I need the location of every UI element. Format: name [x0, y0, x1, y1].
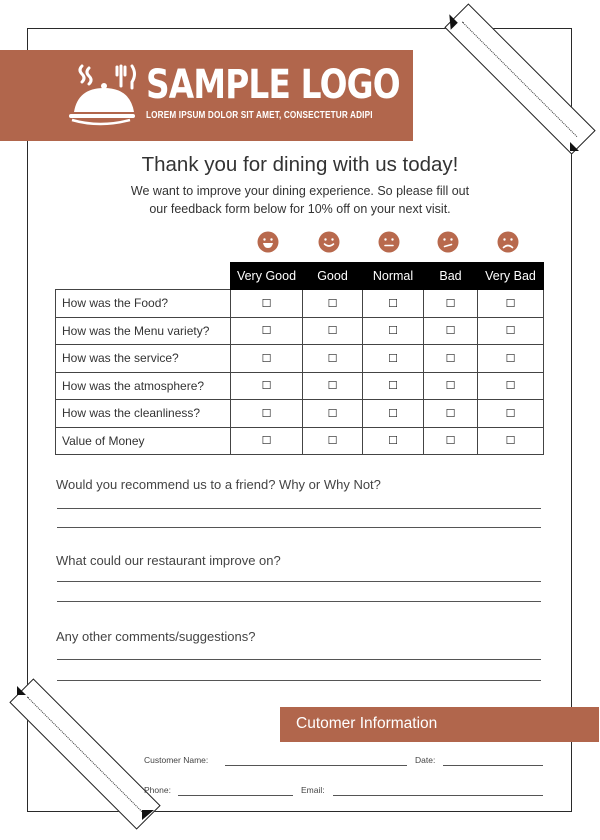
- rating-checkbox[interactable]: ☐: [303, 290, 363, 318]
- happy-face-icon: [318, 231, 340, 253]
- question-label: How was the service?: [56, 345, 231, 373]
- rating-checkbox[interactable]: ☐: [478, 345, 544, 373]
- question-label: How was the cleanliness?: [56, 400, 231, 428]
- rating-header-good: Good: [303, 263, 363, 290]
- rating-checkbox[interactable]: ☐: [231, 372, 303, 400]
- rating-checkbox[interactable]: ☐: [478, 317, 544, 345]
- rating-checkbox[interactable]: ☐: [363, 372, 424, 400]
- sad-face-icon: [497, 231, 519, 253]
- neutral-face-icon: [378, 231, 400, 253]
- question-label: How was the Food?: [56, 290, 231, 318]
- customer-name-label: Customer Name:: [144, 755, 209, 765]
- tape-corner-tip: [17, 686, 26, 695]
- rating-checkbox[interactable]: ☐: [363, 345, 424, 373]
- rating-checkbox[interactable]: ☐: [303, 427, 363, 455]
- rating-header-very-good: Very Good: [231, 263, 303, 290]
- answer-line[interactable]: [57, 581, 541, 582]
- question-label: How was the atmosphere?: [56, 372, 231, 400]
- rating-checkbox[interactable]: ☐: [478, 290, 544, 318]
- cloche-serving-icon: [66, 64, 138, 126]
- customer-name-field[interactable]: [225, 765, 407, 766]
- answer-line[interactable]: [57, 527, 541, 528]
- rating-checkbox[interactable]: ☐: [478, 372, 544, 400]
- comments-question: Any other comments/suggestions?: [56, 629, 256, 644]
- rating-checkbox[interactable]: ☐: [231, 290, 303, 318]
- logo-subtitle: LOREM IPSUM DOLOR SIT AMET, CONSECTETUR ADIPI: [146, 109, 373, 121]
- date-label: Date:: [415, 755, 436, 765]
- rating-checkbox[interactable]: ☐: [363, 290, 424, 318]
- rating-checkbox[interactable]: ☐: [303, 372, 363, 400]
- rating-header-bad: Bad: [424, 263, 478, 290]
- rating-table: [55, 262, 544, 455]
- rating-header-row: [56, 263, 544, 290]
- table-row: [56, 372, 544, 400]
- recommend-question: Would you recommend us to a friend? Why or Why Not?: [56, 477, 381, 492]
- intro-text: [120, 182, 480, 218]
- rating-checkbox[interactable]: ☐: [478, 427, 544, 455]
- rating-checkbox[interactable]: ☐: [424, 400, 478, 428]
- customer-info-title: Cutomer Information: [296, 715, 438, 732]
- rating-checkbox[interactable]: ☐: [231, 400, 303, 428]
- rating-checkbox[interactable]: ☐: [478, 400, 544, 428]
- table-row: [56, 317, 544, 345]
- rating-checkbox[interactable]: ☐: [303, 317, 363, 345]
- phone-label: Phone:: [144, 785, 171, 795]
- rating-checkbox[interactable]: ☐: [231, 427, 303, 455]
- table-row: [56, 290, 544, 318]
- question-label: Value of Money: [56, 427, 231, 455]
- unhappy-face-icon: [437, 231, 459, 253]
- answer-line[interactable]: [57, 601, 541, 602]
- table-corner: [56, 263, 231, 290]
- tape-corner-tip: [570, 142, 579, 151]
- answer-line[interactable]: [57, 508, 541, 509]
- answer-line[interactable]: [57, 680, 541, 681]
- date-field[interactable]: [443, 765, 543, 766]
- rating-checkbox[interactable]: ☐: [363, 400, 424, 428]
- email-label: Email:: [301, 785, 325, 795]
- rating-checkbox[interactable]: ☐: [363, 317, 424, 345]
- intro-line: We want to improve your dining experience. So please fill out: [130, 184, 470, 198]
- logo-title: SAMPLE LOGO: [146, 62, 400, 108]
- answer-line[interactable]: [57, 659, 541, 660]
- rating-header-normal: Normal: [363, 263, 424, 290]
- email-field[interactable]: [333, 795, 543, 796]
- rating-checkbox[interactable]: ☐: [231, 317, 303, 345]
- question-label: How was the Menu variety?: [56, 317, 231, 345]
- phone-field[interactable]: [178, 795, 293, 796]
- rating-checkbox[interactable]: ☐: [424, 317, 478, 345]
- intro-line: our feedback form below for 10% off on your next visit.: [149, 202, 451, 216]
- rating-checkbox[interactable]: ☐: [424, 372, 478, 400]
- table-row: [56, 427, 544, 455]
- very-happy-face-icon: [257, 231, 279, 253]
- table-row: [56, 400, 544, 428]
- rating-checkbox[interactable]: ☐: [424, 290, 478, 318]
- table-row: [56, 345, 544, 373]
- rating-checkbox[interactable]: ☐: [424, 345, 478, 373]
- rating-checkbox[interactable]: ☐: [231, 345, 303, 373]
- improve-question: What could our restaurant improve on?: [56, 553, 281, 568]
- rating-checkbox[interactable]: ☐: [363, 427, 424, 455]
- rating-checkbox[interactable]: ☐: [303, 345, 363, 373]
- page-title: Thank you for dining with us today!: [141, 153, 459, 176]
- rating-checkbox[interactable]: ☐: [424, 427, 478, 455]
- rating-header-very-bad: Very Bad: [478, 263, 544, 290]
- rating-checkbox[interactable]: ☐: [303, 400, 363, 428]
- tape-corner-tip: [142, 810, 154, 820]
